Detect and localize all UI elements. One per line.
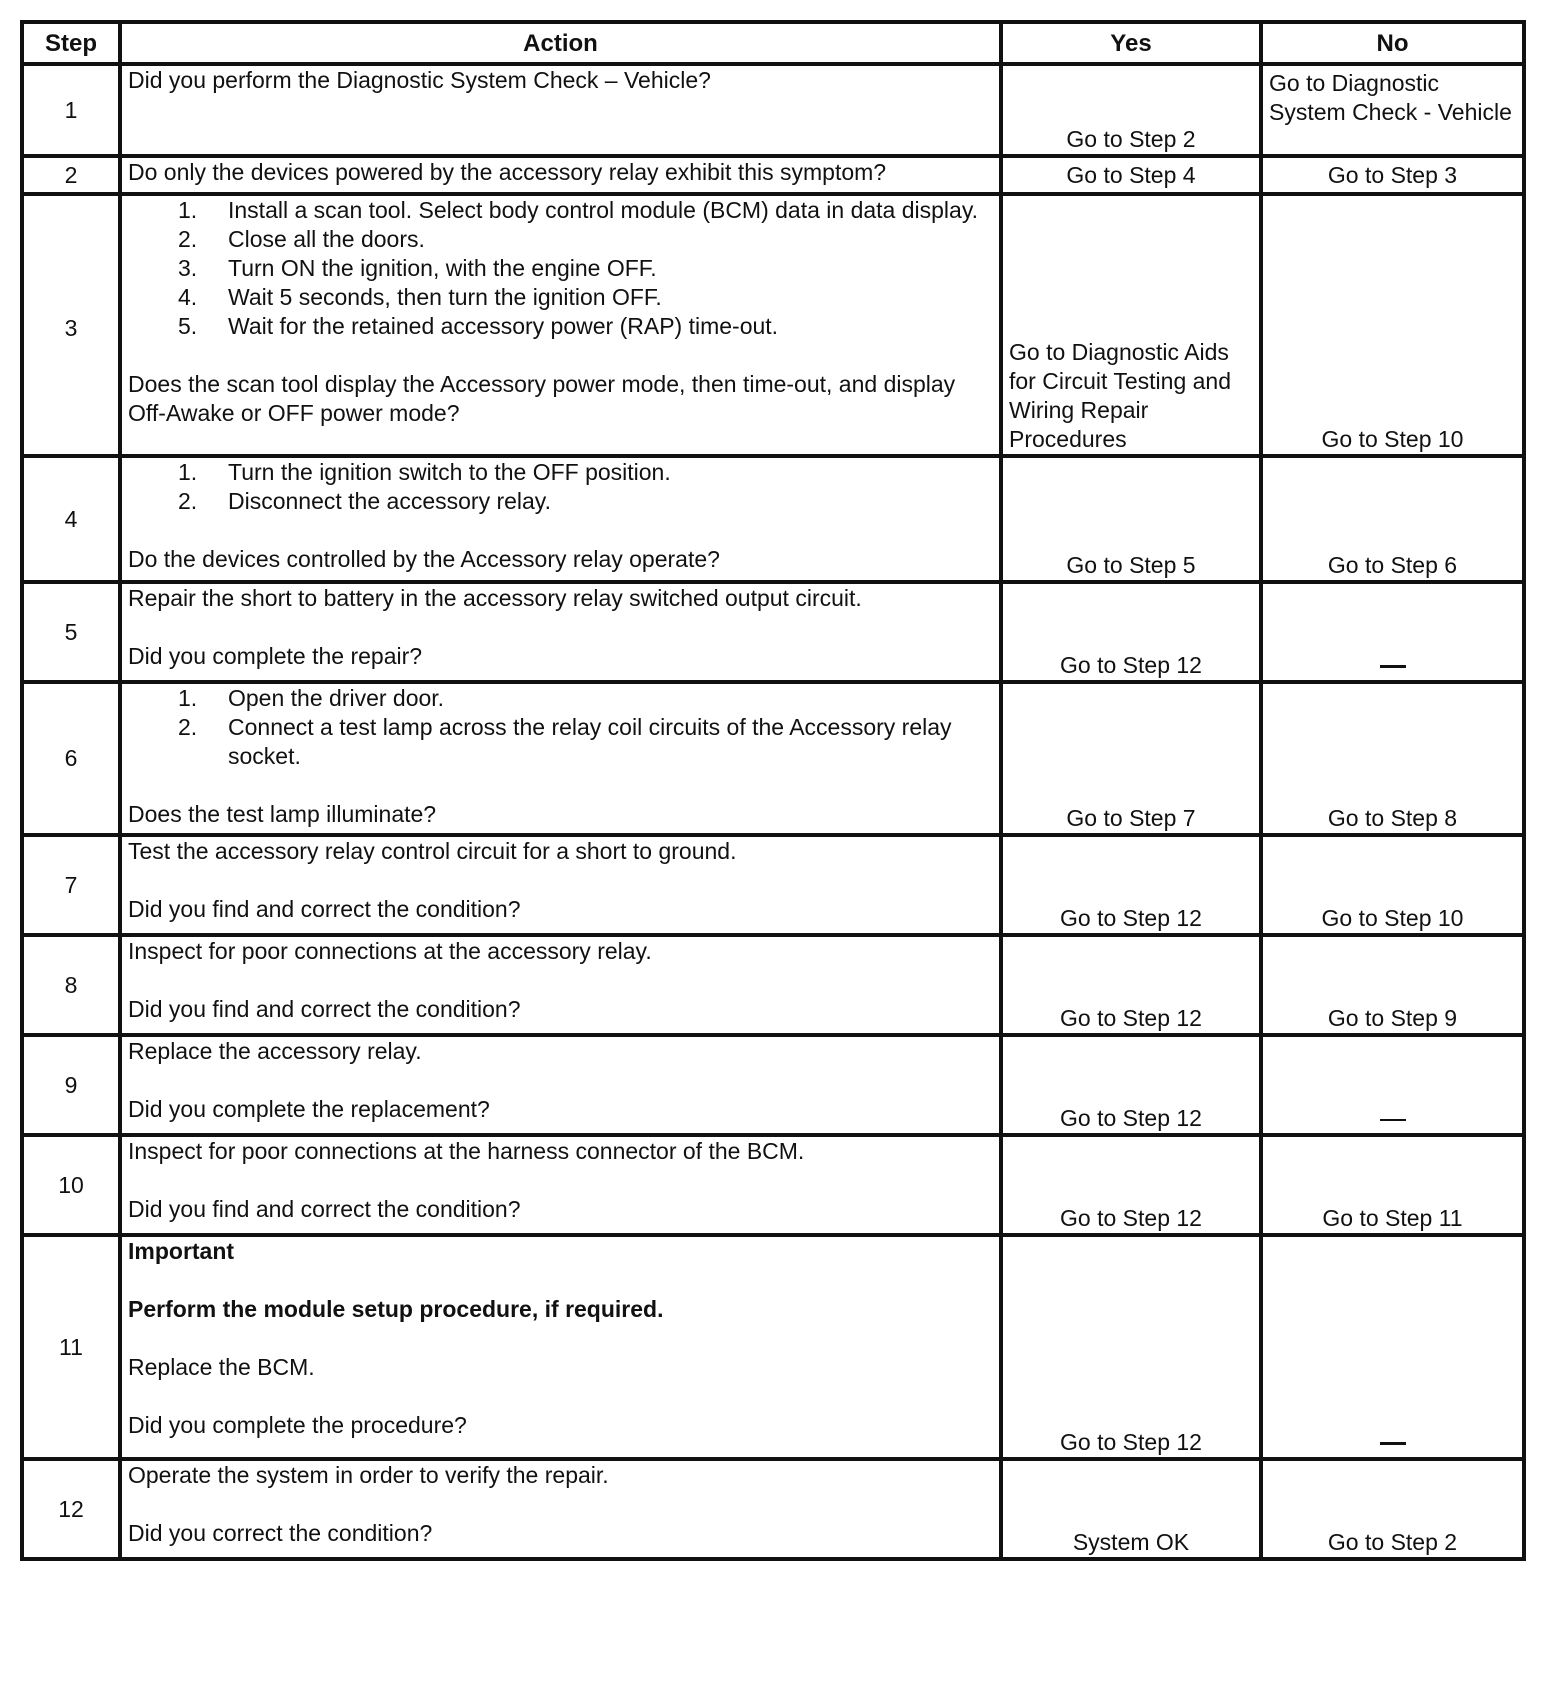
- action-text: Inspect for poor connections at the harness connector of the BCM.: [128, 1138, 805, 1164]
- action-cell: [120, 1135, 1001, 1235]
- em-dash: [1380, 1119, 1406, 1121]
- yes-cell: Go to Step 12: [1001, 1135, 1261, 1235]
- list-number: 5.: [178, 313, 198, 339]
- important-label: Important: [128, 1238, 235, 1264]
- action-text: Replace the accessory relay.: [128, 1038, 422, 1064]
- table-row: [22, 835, 1524, 935]
- list-item: [128, 684, 993, 713]
- no-cell: Go to Step 2: [1261, 1459, 1524, 1559]
- list-text: Open the driver door.: [228, 685, 445, 711]
- header-step: Step: [22, 22, 120, 64]
- yes-cell: Go to Step 12: [1001, 1035, 1261, 1135]
- list-number: 1.: [178, 197, 198, 223]
- table-row: [22, 935, 1524, 1035]
- em-dash: [1380, 665, 1406, 668]
- list-text: Turn the ignition switch to the OFF position.: [228, 459, 671, 485]
- list-number: 2.: [178, 488, 198, 514]
- yes-cell: System OK: [1001, 1459, 1261, 1559]
- no-cell: Go to Step 10: [1261, 194, 1524, 456]
- list-text: Install a scan tool. Select body control module (BCM) data in data display.: [228, 197, 979, 223]
- step-number: 12: [22, 1459, 120, 1559]
- action-cell: [120, 582, 1001, 682]
- question-text: Did you complete the replacement?: [128, 1096, 490, 1122]
- action-cell: [120, 64, 1001, 156]
- action-text: Did you perform the Diagnostic System Check – Vehicle?: [128, 67, 711, 93]
- list-number: 1.: [178, 685, 198, 711]
- table-row: [22, 1459, 1524, 1559]
- no-cell: [1261, 1035, 1524, 1135]
- question-text: Did you find and correct the condition?: [128, 896, 521, 922]
- no-cell: Go to Step 9: [1261, 935, 1524, 1035]
- yes-cell: Go to Step 12: [1001, 1235, 1261, 1459]
- table-row: [22, 682, 1524, 835]
- list-item: [128, 458, 993, 487]
- action-text: Operate the system in order to verify the repair.: [128, 1462, 609, 1488]
- table-row: [22, 1135, 1524, 1235]
- question-text: Did you complete the procedure?: [128, 1412, 467, 1438]
- list-item: [128, 254, 993, 283]
- no-cell: Go to Step 3: [1261, 156, 1524, 194]
- question-text: Does the test lamp illuminate?: [128, 801, 437, 827]
- step-number: 2: [22, 156, 120, 194]
- list-item: [128, 487, 993, 516]
- action-cell: [120, 1459, 1001, 1559]
- list-text: Disconnect the accessory relay.: [228, 488, 551, 514]
- yes-cell: Go to Step 7: [1001, 682, 1261, 835]
- list-text: Close all the doors.: [228, 226, 425, 252]
- list-text: Turn ON the ignition, with the engine OFF.: [228, 255, 657, 281]
- action-text: Repair the short to battery in the accessory relay switched output circuit.: [128, 585, 862, 611]
- yes-cell: Go to Step 5: [1001, 456, 1261, 582]
- list-number: 4.: [178, 284, 198, 310]
- list-number: 3.: [178, 255, 198, 281]
- action-cell: [120, 935, 1001, 1035]
- numbered-list: [128, 684, 993, 771]
- step-number: 10: [22, 1135, 120, 1235]
- table-row: [22, 456, 1524, 582]
- step-number: 3: [22, 194, 120, 456]
- step-number: 11: [22, 1235, 120, 1459]
- table-row: [22, 1235, 1524, 1459]
- question-text: Did you find and correct the condition?: [128, 996, 521, 1022]
- list-number: 1.: [178, 459, 198, 485]
- important-note: Perform the module setup procedure, if required.: [128, 1296, 664, 1322]
- step-number: 8: [22, 935, 120, 1035]
- action-text: Inspect for poor connections at the accessory relay.: [128, 938, 652, 964]
- table-row: [22, 64, 1524, 156]
- header-yes: Yes: [1001, 22, 1261, 64]
- yes-cell: Go to Step 12: [1001, 582, 1261, 682]
- action-cell: [120, 1235, 1001, 1459]
- no-cell: Go to Step 8: [1261, 682, 1524, 835]
- em-dash: [1380, 1442, 1406, 1445]
- list-item: [128, 713, 993, 771]
- step-number: 4: [22, 456, 120, 582]
- diagnostic-table: [20, 20, 1526, 1561]
- step-number: 9: [22, 1035, 120, 1135]
- yes-cell: Go to Step 12: [1001, 835, 1261, 935]
- yes-cell: Go to Step 2: [1001, 64, 1261, 156]
- no-cell: [1261, 582, 1524, 682]
- action-cell: [120, 156, 1001, 194]
- action-text: Replace the BCM.: [128, 1354, 315, 1380]
- list-number: 2.: [178, 226, 198, 252]
- table-row: [22, 194, 1524, 456]
- list-item: [128, 312, 993, 341]
- list-text: Wait for the retained accessory power (RAP) time-out.: [228, 313, 779, 339]
- step-number: 6: [22, 682, 120, 835]
- question-text: Do the devices controlled by the Accessory relay operate?: [128, 546, 720, 572]
- yes-cell: Go to Step 12: [1001, 935, 1261, 1035]
- no-cell: Go to Step 6: [1261, 456, 1524, 582]
- table-row: [22, 1035, 1524, 1135]
- no-cell: Go to Diagnostic System Check - Vehicle: [1261, 64, 1524, 156]
- yes-cell: Go to Diagnostic Aids for Circuit Testing and Wiring Repair Procedures: [1001, 194, 1261, 456]
- question-text: Did you find and correct the condition?: [128, 1196, 521, 1222]
- action-cell: [120, 835, 1001, 935]
- header-action: Action: [120, 22, 1001, 64]
- step-number: 5: [22, 582, 120, 682]
- list-item: [128, 225, 993, 254]
- no-cell: [1261, 1235, 1524, 1459]
- action-cell: [120, 456, 1001, 582]
- list-number: 2.: [178, 714, 198, 740]
- list-text: Wait 5 seconds, then turn the ignition OFF.: [228, 284, 662, 310]
- action-text: Do only the devices powered by the accessory relay exhibit this symptom?: [128, 159, 887, 185]
- question-text: Does the scan tool display the Accessory power mode, then time-out, and display Off-Awake or OFF power mode?: [128, 371, 956, 426]
- list-item: [128, 283, 993, 312]
- numbered-list: [128, 458, 993, 516]
- numbered-list: [128, 196, 993, 341]
- list-item: [128, 196, 993, 225]
- action-cell: [120, 1035, 1001, 1135]
- table-row: [22, 582, 1524, 682]
- table-row: [22, 156, 1524, 194]
- step-number: 1: [22, 64, 120, 156]
- header-no: No: [1261, 22, 1524, 64]
- step-number: 7: [22, 835, 120, 935]
- header-row: [22, 22, 1524, 64]
- action-cell: [120, 682, 1001, 835]
- question-text: Did you complete the repair?: [128, 643, 423, 669]
- yes-cell: Go to Step 4: [1001, 156, 1261, 194]
- no-cell: Go to Step 10: [1261, 835, 1524, 935]
- list-text: Connect a test lamp across the relay coil circuits of the Accessory relay socket.: [228, 714, 952, 769]
- action-text: Test the accessory relay control circuit for a short to ground.: [128, 838, 737, 864]
- question-text: Did you correct the condition?: [128, 1520, 433, 1546]
- action-cell: [120, 194, 1001, 456]
- no-cell: Go to Step 11: [1261, 1135, 1524, 1235]
